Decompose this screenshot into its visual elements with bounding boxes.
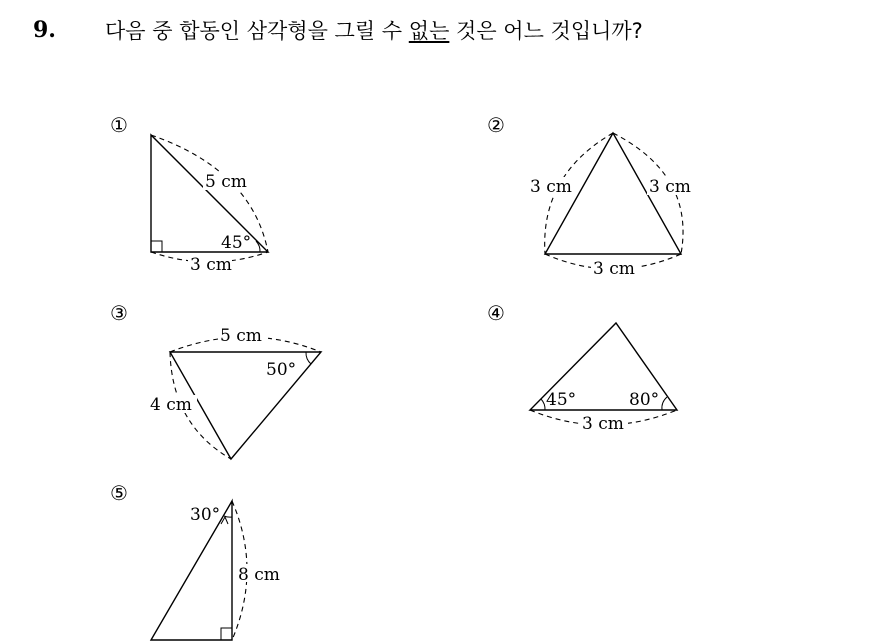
option-3-figure[interactable] <box>149 326 321 459</box>
option-2-base-label: 3 cm <box>593 259 635 279</box>
option-3-marker[interactable]: ③ <box>110 301 128 325</box>
option-1-figure[interactable] <box>151 135 268 275</box>
question-text-before: 다음 중 합동인 삼각형을 그릴 수 <box>105 19 409 43</box>
option-2-marker[interactable]: ② <box>487 113 505 137</box>
option-5-angle-label: 30° <box>190 505 221 525</box>
option-4-left-angle-arc <box>541 399 545 410</box>
question-number: 9. <box>33 17 56 43</box>
option-1-right-angle-mark <box>151 241 162 252</box>
option-4-right-angle-arc <box>662 397 667 410</box>
option-4-right-angle-label: 80° <box>629 390 660 410</box>
option-3-top-label: 5 cm <box>220 326 262 346</box>
question-underlined-word: 없는 <box>408 19 450 43</box>
option-5-figure[interactable] <box>151 501 285 640</box>
option-2-figure[interactable] <box>529 133 695 279</box>
option-4-left-angle-label: 45° <box>546 390 577 410</box>
option-2-left-label: 3 cm <box>530 177 572 197</box>
option-1-base-label: 3 cm <box>190 255 232 275</box>
option-5-side-label: 8 cm <box>238 565 280 585</box>
option-1-marker[interactable]: ① <box>110 113 128 137</box>
option-3-angle-arc <box>306 352 311 364</box>
option-4-base-label: 3 cm <box>582 414 624 434</box>
option-1-hyp-label: 5 cm <box>205 172 247 192</box>
option-3-left-label: 4 cm <box>150 395 192 415</box>
option-3-angle-label: 50° <box>266 360 297 380</box>
option-5-right-angle-mark <box>221 628 232 640</box>
option-4-figure[interactable] <box>530 323 677 434</box>
option-5-marker[interactable]: ⑤ <box>110 481 128 505</box>
question-text-after: 것은 어느 것입니까? <box>449 19 643 43</box>
option-2-right-label: 3 cm <box>649 177 691 197</box>
option-1-angle-label: 45° <box>221 233 252 253</box>
option-4-marker[interactable]: ④ <box>487 301 505 325</box>
